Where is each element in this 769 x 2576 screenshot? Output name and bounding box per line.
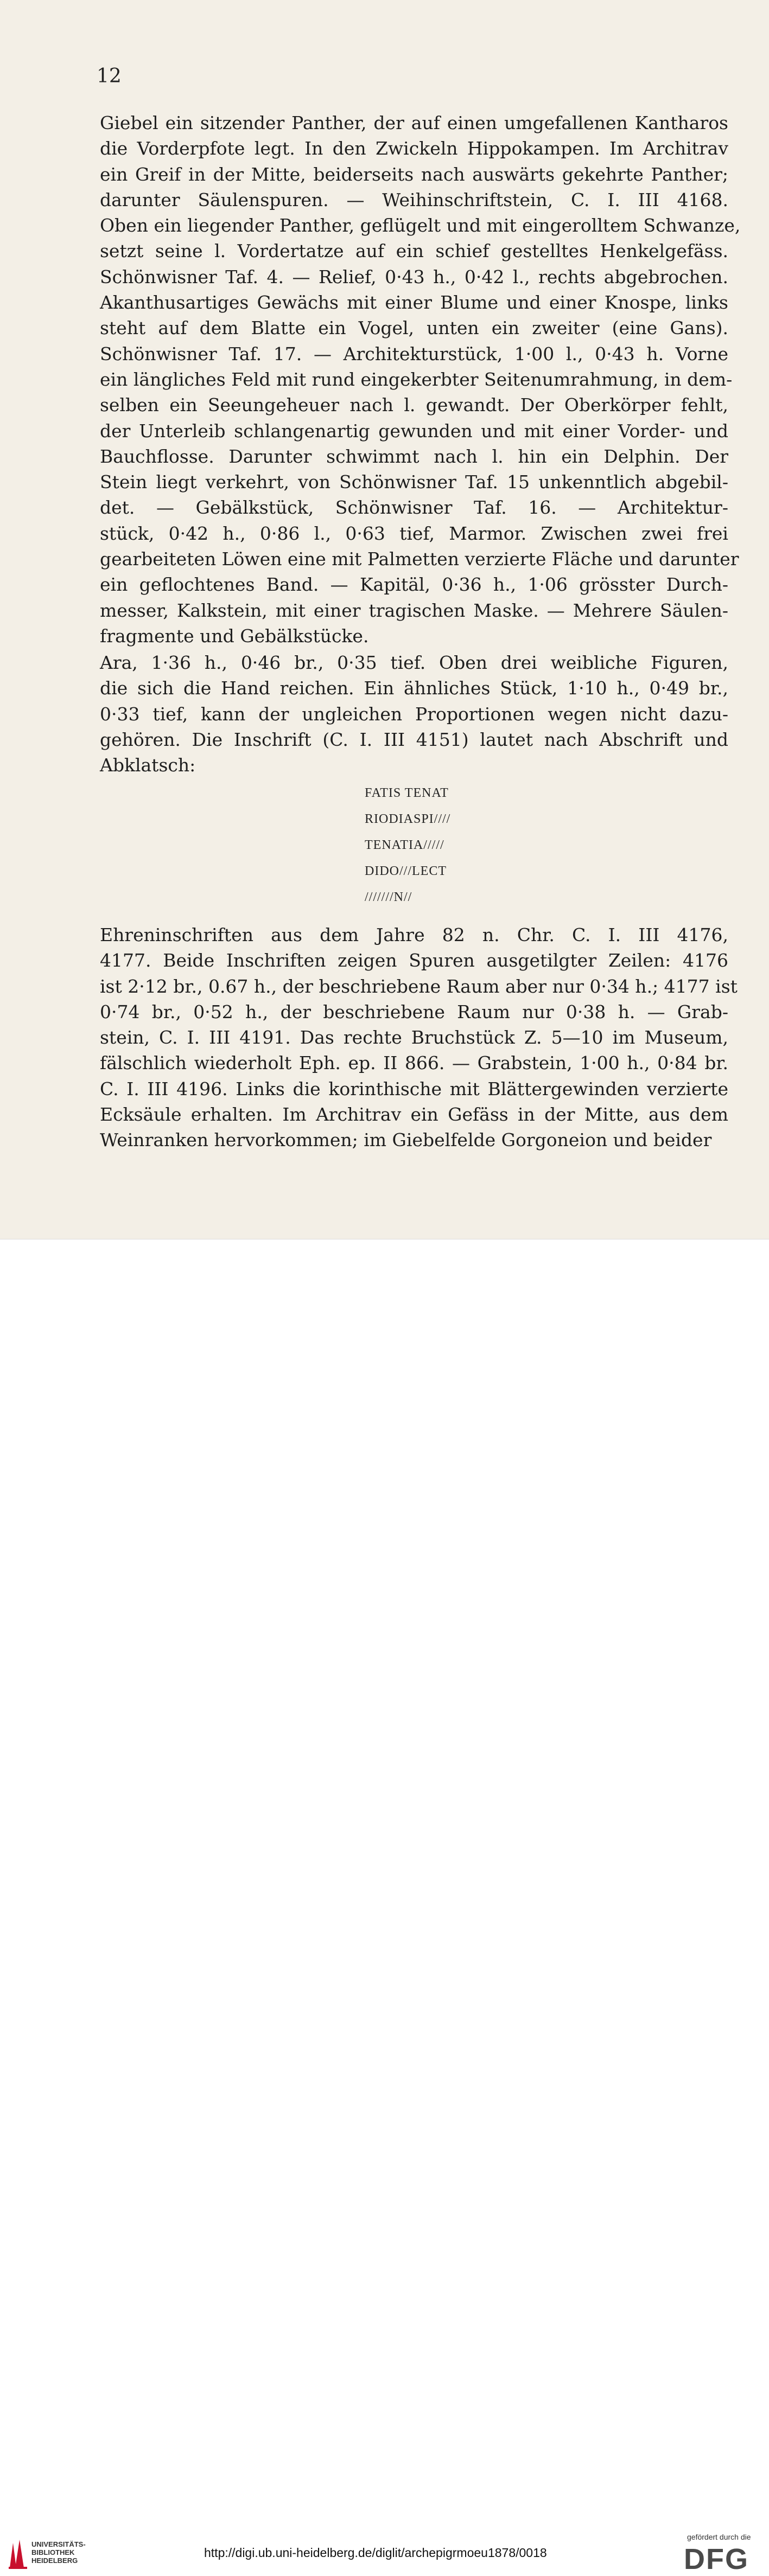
- text-line: selben ein Seeungeheuer nach l. gewandt. Der Oberkörper fehlt,: [100, 394, 728, 416]
- text-line: Ara, 1·36 h., 0·46 br., 0·35 tief. Oben drei weibliche Figuren,: [100, 652, 728, 673]
- source-url-link[interactable]: http://digi.ub.uni-heidelberg.de/diglit/archepigrmoeu1878/0018: [204, 2546, 547, 2560]
- text-line: 0·74 br., 0·52 h., der beschriebene Raum nur 0·38 h. — Grab-: [100, 1001, 728, 1022]
- text-line: ein geflochtenes Band. — Kapitäl, 0·36 h., 1·06 grösster Durch-: [100, 574, 728, 596]
- library-name-line: UNIVERSITÄTS-: [31, 2540, 86, 2548]
- library-name-line: HEIDELBERG: [31, 2556, 78, 2565]
- sponsor-caption: gefördert durch die: [687, 2533, 751, 2541]
- text-line: setzt seine l. Vordertatze auf ein schief gestelltes Henkelgefäss.: [100, 240, 728, 262]
- text-line: stein, C. I. III 4191. Das rechte Bruchstück Z. 5—10 im Museum,: [100, 1027, 728, 1049]
- text-line: Bauchflosse. Darunter schwimmt nach l. hin ein Delphin. Der: [100, 445, 728, 467]
- inscription-line: DIDO///LECT: [365, 864, 447, 878]
- text-line: Akanthusartiges Gewächs mit einer Blume und einer Knospe, links: [100, 292, 728, 314]
- text-line: 4177. Beide Inschriften zeigen Spuren ausgetilgter Zeilen: 4176: [100, 950, 728, 971]
- text-line: Ecksäule erhalten. Im Architrav ein Gefäss in der Mitte, aus dem: [100, 1104, 728, 1126]
- footer-bar: [0, 1239, 769, 2575]
- text-line: die Vorderpfote legt. In den Zwickeln Hippokampen. Im Architrav: [100, 138, 728, 159]
- text-line: Abklatsch:: [100, 755, 196, 776]
- text-line: Giebel ein sitzender Panther, der auf einen umgefallenen Kantharos: [100, 112, 728, 133]
- dfg-logo: DFG: [684, 2543, 749, 2575]
- paragraph-2: [100, 650, 728, 778]
- text-line: ist 2·12 br., 0.67 h., der beschriebene Raum aber nur 0·34 h.; 4177 ist: [100, 975, 738, 997]
- text-line: Ehreninschriften aus dem Jahre 82 n. Chr. C. I. III 4176,: [100, 924, 728, 945]
- paragraph-3: [100, 922, 738, 1153]
- paragraph-1: [100, 110, 741, 649]
- inscription-line: ///////N//: [365, 890, 412, 904]
- text-line: steht auf dem Blatte ein Vogel, unten ein zweiter (eine Gans).: [100, 317, 728, 339]
- text-line: gearbeiteten Löwen eine mit Palmetten verzierte Fläche und darunter: [100, 548, 739, 570]
- text-line: C. I. III 4196. Links die korinthische mit Blättergewinden verzierte: [100, 1078, 728, 1100]
- inscription-line: RIODIASPI////: [365, 812, 451, 826]
- text-line: 0·33 tief, kann der ungleichen Proportionen wegen nicht dazu-: [100, 703, 728, 725]
- text-line: messer, Kalkstein, mit einer tragischen Maske. — Mehrere Säulen-: [100, 599, 728, 621]
- text-line: Stein liegt verkehrt, von Schönwisner Taf. 15 unkenntlich abgebil-: [100, 471, 728, 493]
- inscription-line: FATIS TENAT: [365, 786, 449, 800]
- text-line: fragmente und Gebälkstücke.: [100, 625, 369, 647]
- text-line: der Unterleib schlangenartig gewunden und mit einer Vorder- und: [100, 420, 728, 442]
- library-name: [31, 2540, 86, 2565]
- inscription-block: [365, 780, 450, 910]
- university-library-logo-icon: [8, 2537, 29, 2570]
- text-line: die sich die Hand reichen. Ein ähnliches Stück, 1·10 h., 0·49 br.,: [100, 677, 728, 699]
- text-line: det. — Gebälkstück, Schönwisner Taf. 16. — Architektur-: [100, 497, 728, 519]
- text-line: Weinranken hervorkommen; im Giebelfelde Gorgoneion und beider: [100, 1129, 712, 1151]
- text-line: Schönwisner Taf. 17. — Architekturstück, 1·00 l., 0·43 h. Vorne: [100, 343, 728, 365]
- text-line: ein Greif in der Mitte, beiderseits nach auswärts gekehrte Panther;: [100, 163, 728, 185]
- text-line: ein längliches Feld mit rund eingekerbter Seitenumrahmung, in dem-: [100, 368, 733, 390]
- inscription-line: TENATIA/////: [365, 838, 444, 852]
- text-line: gehören. Die Inschrift (C. I. III 4151) lautet nach Abschrift und: [100, 728, 728, 750]
- text-line: Oben ein liegender Panther, geflügelt und mit eingerolltem Schwanze,: [100, 215, 741, 236]
- text-line: darunter Säulenspuren. — Weihinschriftstein, C. I. III 4168.: [100, 189, 728, 210]
- text-line: stück, 0·42 h., 0·86 l., 0·63 tief, Marmor. Zwischen zwei frei: [100, 522, 728, 544]
- library-name-line: BIBLIOTHEK: [31, 2548, 75, 2556]
- page-number: 12: [97, 65, 122, 87]
- text-line: fälschlich wiederholt Eph. ep. II 866. — Grabstein, 1·00 h., 0·84 br.: [100, 1052, 728, 1074]
- text-line: Schönwisner Taf. 4. — Relief, 0·43 h., 0·42 l., rechts abgebrochen.: [100, 266, 728, 287]
- scanned-page: [0, 0, 769, 1239]
